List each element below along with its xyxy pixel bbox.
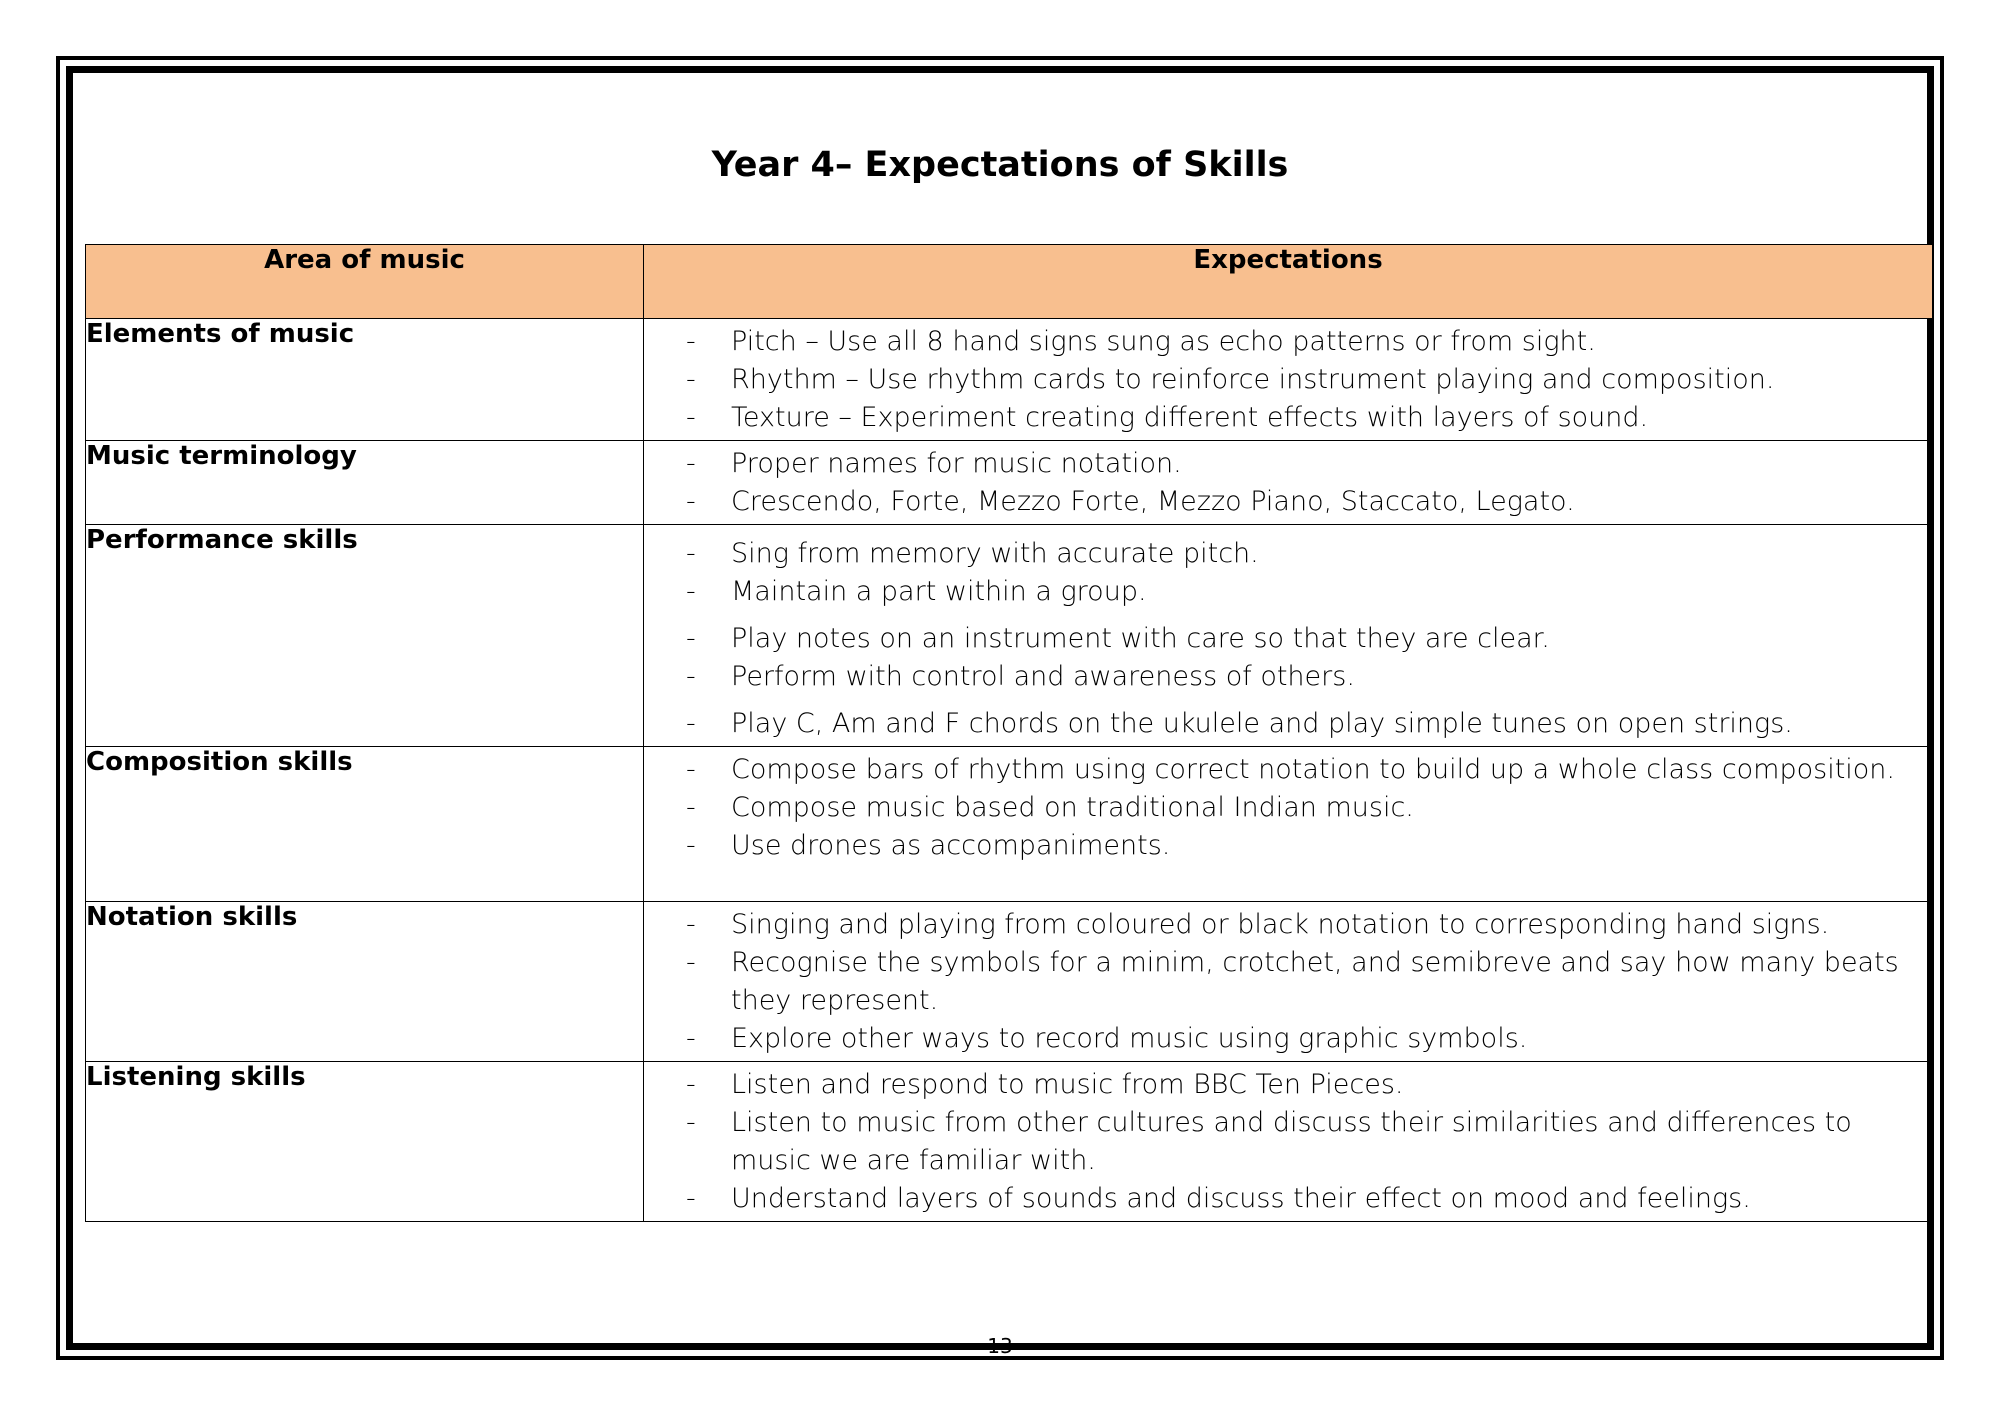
list-item: - Singing and playing from coloured or black notation to corresponding hand signs. [644,906,1932,944]
table-row [86,902,1933,1062]
list-item: - Pitch – Use all 8 hand signs sung as echo patterns or from sight. [644,323,1932,361]
column-header-area: Area of music [86,245,644,319]
expectations-cell [644,747,1933,902]
bullet-dash: - [686,623,696,654]
area-cell: Listening skills [86,1062,644,1222]
expectations-list [644,441,1932,524]
expectations-cell [644,902,1933,1062]
expectations-cell [644,319,1933,441]
list-item: - Play C, Am and F chords on the ukulele and play simple tunes on open strings. [644,705,1932,743]
bullet-dash: - [686,576,696,607]
list-item: - Sing from memory with accurate pitch. [644,535,1932,573]
area-cell: Composition skills [86,747,644,902]
bullet-dash: - [686,1183,696,1214]
bullet-dash: - [686,538,696,569]
bullet-dash: - [686,448,696,479]
table-row [86,441,1933,525]
expectations-list [644,1062,1932,1221]
list-item: - Crescendo, Forte, Mezzo Forte, Mezzo Piano, Staccato, Legato. [644,483,1932,521]
list-item: - Understand layers of sounds and discuss their effect on mood and feelings. [644,1180,1932,1218]
bullet-dash: - [686,947,696,978]
bullet-dash: - [686,364,696,395]
list-item: - Recognise the symbols for a minim, crotchet, and semibreve and say how many beats they represent. [644,944,1932,1020]
table-row [86,319,1933,441]
bullet-dash: - [686,402,696,433]
page-number: 13 [987,1334,1013,1358]
bullet-dash: - [686,486,696,517]
list-item: - Maintain a part within a group. [644,573,1932,611]
list-item: - Listen to music from other cultures and discuss their similarities and differences to music we are familiar with. [644,1104,1932,1180]
expectations-list [644,902,1932,1061]
list-item: - Use drones as accompaniments. [644,827,1932,865]
page-title: Year 4– Expectations of Skills [711,145,1289,185]
column-header-expectations: Expectations [644,245,1933,319]
bullet-dash: - [686,708,696,739]
bullet-dash: - [686,661,696,692]
expectations-list [644,525,1932,746]
area-cell: Elements of music [86,319,644,441]
expectations-cell [644,1062,1933,1222]
table-header-row [86,245,1933,319]
bullet-dash: - [686,830,696,861]
area-cell: Notation skills [86,902,644,1062]
bullet-dash: - [686,1023,696,1054]
list-item: - Proper names for music notation. [644,445,1932,483]
list-item: - Play notes on an instrument with care so that they are clear. [644,620,1932,658]
bullet-dash: - [686,909,696,940]
list-item: - Texture – Experiment creating different effects with layers of sound. [644,399,1932,437]
bullet-dash: - [686,754,696,785]
bullet-dash: - [686,1069,696,1100]
list-item: - Listen and respond to music from BBC Ten Pieces. [644,1066,1932,1104]
table-row [86,747,1933,902]
area-cell: Music terminology [86,441,644,525]
bullet-dash: - [686,792,696,823]
area-cell: Performance skills [86,525,644,747]
expectations-cell [644,441,1933,525]
bullet-dash: - [686,1107,696,1138]
list-item: - Compose music based on traditional Indian music. [644,789,1932,827]
expectations-cell [644,525,1933,747]
expectations-list [644,319,1932,440]
list-item: - Explore other ways to record music using graphic symbols. [644,1020,1932,1058]
table-row [86,1062,1933,1222]
skills-table [85,244,1933,1222]
table-row [86,525,1933,747]
expectations-list [644,747,1932,868]
list-item: - Perform with control and awareness of others. [644,658,1932,696]
list-item: - Compose bars of rhythm using correct notation to build up a whole class composition. [644,751,1932,789]
list-item: - Rhythm – Use rhythm cards to reinforce instrument playing and composition. [644,361,1932,399]
bullet-dash: - [686,326,696,357]
